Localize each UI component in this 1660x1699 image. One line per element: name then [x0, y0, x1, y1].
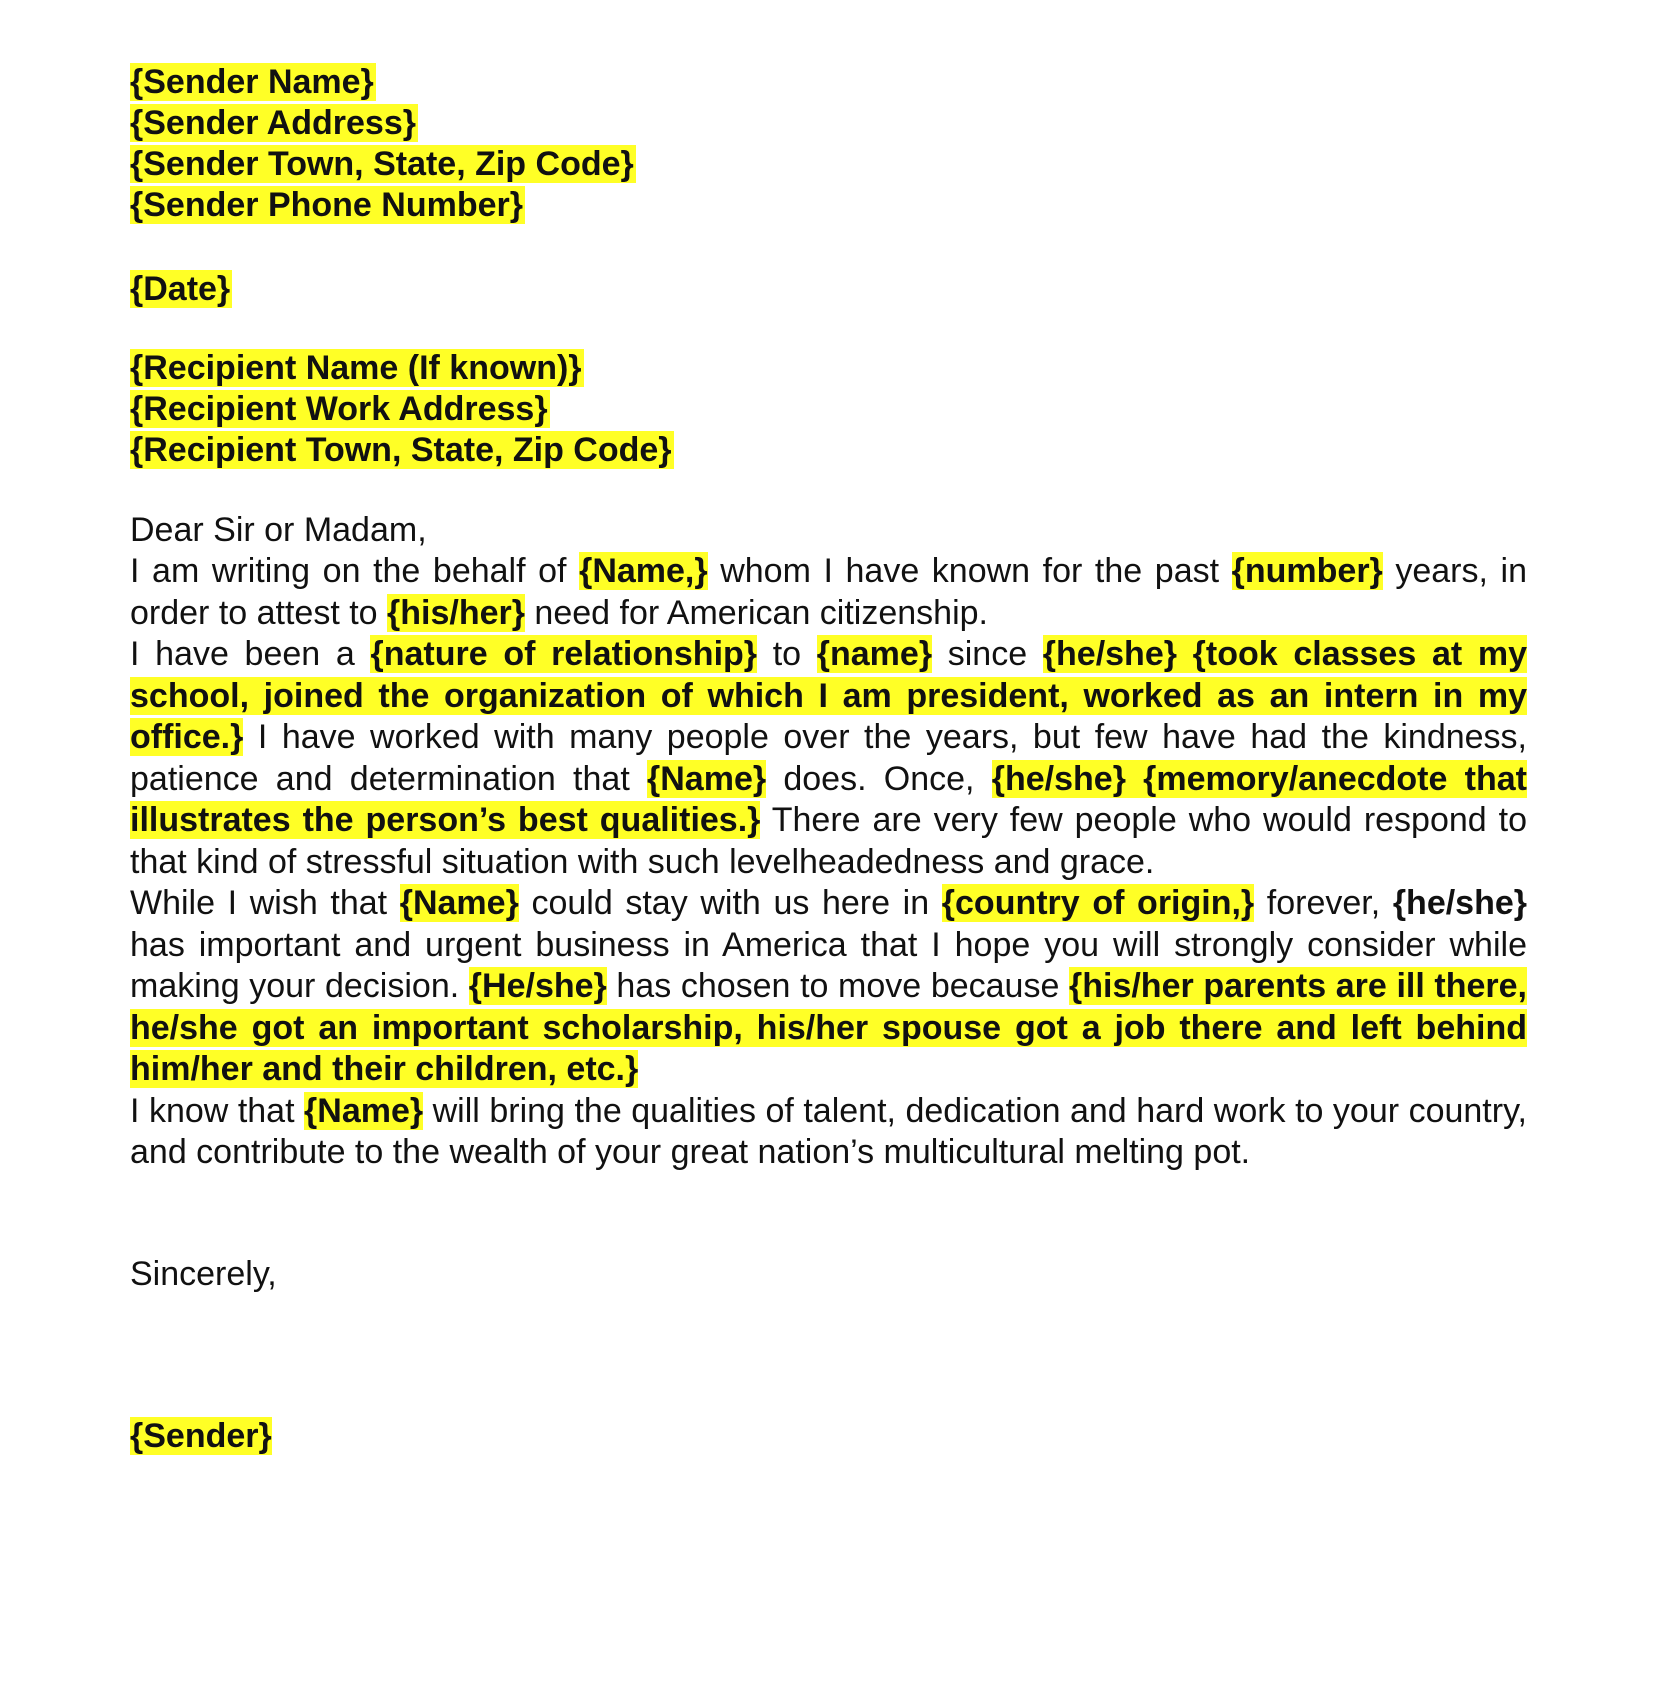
body-text: I have worked with many people over the years, but few have had the kindness, patience and determination that	[130, 718, 1527, 798]
body-paragraph-1	[130, 551, 1527, 634]
signature-block	[130, 1416, 1527, 1457]
sender-phone: {Sender Phone Number}	[130, 186, 523, 224]
placeholder-field: {He/she}	[468, 967, 607, 1005]
placeholder-field: {he/she}	[1392, 884, 1527, 922]
placeholder-field: {he/she} {took classes at my school, joined the organization of which I am president, worked as an intern in my office.}	[130, 635, 1527, 756]
body-paragraph-3	[130, 883, 1527, 1091]
placeholder-field: {he/she} {memory/anecdote that illustrates the person’s best qualities.}	[130, 759, 1527, 839]
recipient-town-line	[130, 430, 1527, 471]
body-paragraph-4	[130, 1091, 1527, 1174]
salutation: Dear Sir or Madam,	[130, 511, 427, 549]
letter-page	[130, 62, 1527, 1457]
letter-date: {Date}	[130, 270, 231, 308]
body-text: I know that	[130, 1091, 305, 1130]
recipient-town: {Recipient Town, State, Zip Code}	[130, 431, 672, 469]
sender-name: {Sender Name}	[130, 63, 374, 101]
placeholder-field: {nature of relationship}	[370, 635, 758, 673]
sender-address-line	[130, 103, 1527, 144]
body-text: I am writing on the behalf of	[130, 552, 580, 590]
sender-town-line	[130, 144, 1527, 185]
body-text: has chosen to move because	[606, 967, 1069, 1005]
body-paragraph-2	[130, 634, 1527, 883]
body-text: I have been a	[130, 635, 371, 673]
recipient-block	[130, 348, 1527, 471]
body-text: will bring the qualities of talent, dedication and hard work to your country, and contribute to the wealth of your great nation’s multicultural melting pot.	[130, 1091, 1527, 1171]
placeholder-field: {country of origin,}	[941, 884, 1255, 922]
sender-phone-line	[130, 185, 1527, 226]
body-text: to	[757, 635, 817, 673]
body-text: since	[932, 635, 1043, 673]
date-block	[130, 269, 1527, 310]
recipient-address-line	[130, 389, 1527, 430]
body-text: could stay with us here in	[518, 884, 942, 922]
recipient-name: {Recipient Name (If known)}	[130, 349, 582, 387]
placeholder-field: {Name,}	[579, 552, 708, 590]
sender-town: {Sender Town, State, Zip Code}	[130, 145, 634, 183]
sender-address: {Sender Address}	[130, 104, 416, 142]
placeholder-field: {his/her}	[387, 593, 525, 632]
body-text: While I wish that	[130, 884, 400, 922]
body-text: does. Once,	[766, 759, 992, 798]
placeholder-field: {Name}	[304, 1091, 424, 1130]
sender-block	[130, 62, 1527, 226]
placeholder-field: {his/her parents are ill there, he/she got an important scholarship, his/her spouse got a job there and left behind him/her and their children, etc.}	[130, 967, 1527, 1088]
body-text: There are very few people who would respond to that kind of stressful situation with such levelheadedness and grace.	[130, 801, 1527, 881]
recipient-name-line	[130, 348, 1527, 389]
signature: {Sender}	[130, 1416, 272, 1455]
body-text: need for American citizenship.	[524, 593, 989, 632]
sender-name-line	[130, 62, 1527, 103]
placeholder-field: {Name}	[647, 759, 767, 798]
placeholder-field: {number}	[1231, 552, 1383, 590]
placeholder-field: {name}	[816, 635, 933, 673]
body-text: years, in order to attest to	[130, 552, 1527, 632]
recipient-address: {Recipient Work Address}	[130, 390, 548, 428]
body-text: whom I have known for the past	[707, 552, 1232, 590]
body-text: forever,	[1254, 884, 1393, 922]
closing: Sincerely,	[130, 1254, 277, 1293]
date-line	[130, 269, 1527, 310]
placeholder-field: {Name}	[399, 884, 519, 922]
body-text: has important and urgent business in America that I hope you will strongly consider while making your decision.	[130, 925, 1527, 1005]
